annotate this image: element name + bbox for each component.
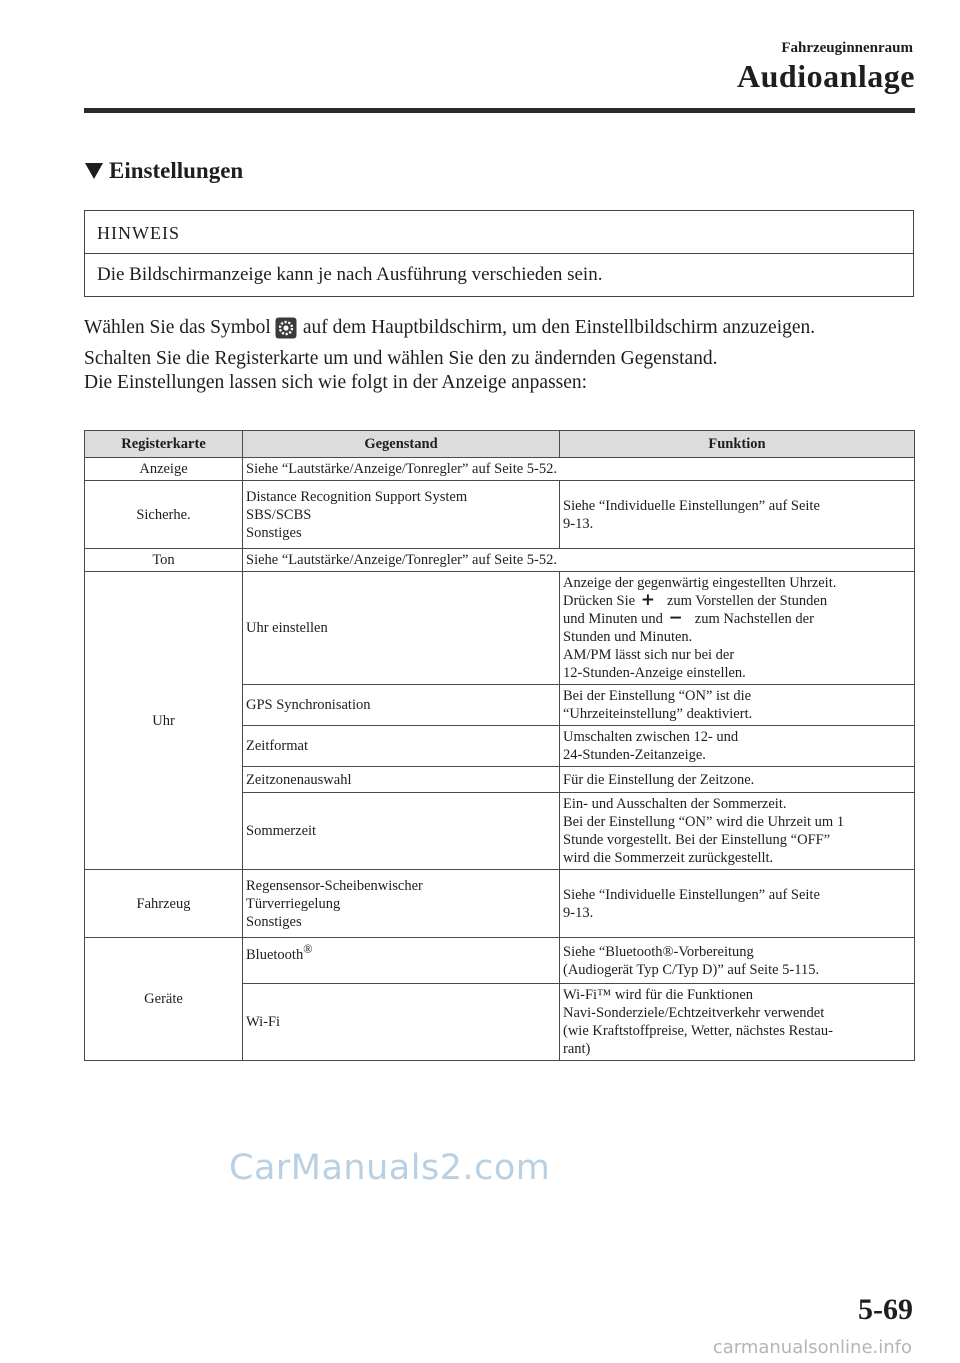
table-row-bluetooth [85, 938, 915, 984]
header-rule [84, 108, 915, 113]
item-zeitformat: Zeitformat [243, 726, 560, 767]
func-text: und Minuten und [563, 611, 663, 627]
intro-line-1 [84, 316, 914, 347]
func-text: Siehe “Individuelle Einstellungen” auf Seite [563, 497, 820, 514]
page-number: 5-69 [858, 1293, 913, 1326]
func-text: Siehe “Bluetooth®-Vorbereitung [563, 943, 754, 960]
func-bluetooth [560, 938, 915, 984]
tab-anzeige: Anzeige [85, 458, 243, 481]
tab-uhr: Uhr [85, 572, 243, 870]
tab-ton: Ton [85, 549, 243, 572]
anzeige-text: Siehe “Lautstärke/Anzeige/Tonregler” auf Seite 5-52. [243, 458, 915, 481]
func-uhr-einstellen [560, 572, 915, 685]
item-uhr-einstellen: Uhr einstellen [243, 572, 560, 685]
table-row-sicherhe [85, 481, 915, 549]
item-wifi: Wi-Fi [243, 984, 560, 1061]
header-funktion: Funktion [560, 431, 915, 458]
tab-sicherhe: Sicherhe. [85, 481, 243, 549]
chapter-label: Fahrzeuginnenraum [781, 40, 913, 56]
func-text [563, 610, 911, 628]
item-text: Distance Recognition Support System [246, 488, 468, 505]
func-text: “Uhrzeiteinstellung” deaktiviert. [563, 706, 753, 722]
func-zeitzone: Für die Einstellung der Zeitzone. [560, 767, 915, 793]
watermark: CarManuals2.com [229, 1148, 551, 1188]
sicherhe-func [560, 481, 915, 549]
func-text [563, 592, 911, 610]
item-text: Türverriegelung [246, 895, 341, 912]
intro-paragraph [84, 316, 914, 396]
registered-mark: ® [303, 942, 313, 956]
func-text: Umschalten zwischen 12- und [563, 729, 739, 745]
item-text: Regensensor-Scheibenwischer [246, 877, 423, 894]
sicherhe-items [243, 481, 560, 549]
plus-icon: + [640, 590, 655, 610]
table-header-row [85, 431, 915, 458]
func-text: Anzeige der gegenwärtig eingestellten Uhrzeit. [563, 575, 837, 591]
func-text: Siehe “Individuelle Einstellungen” auf Seite [563, 886, 820, 903]
func-text: Drücken Sie [563, 593, 636, 609]
header-gegenstand: Gegenstand [243, 431, 560, 458]
item-text: Sonstiges [246, 524, 302, 541]
item-zeitzone: Zeitzonenauswahl [243, 767, 560, 793]
func-text: Bei der Einstellung “ON” wird die Uhrzeit um 1 [563, 814, 845, 830]
func-text: 9-13. [563, 515, 594, 532]
func-wifi [560, 984, 915, 1061]
tab-fahrzeug: Fahrzeug [85, 870, 243, 938]
func-text: Ein- und Ausschalten der Sommerzeit. [563, 796, 787, 812]
footer-site: carmanualsonline.info [712, 1337, 912, 1358]
note-text: Die Bildschirmanzeige kann je nach Ausführung verschieden sein. [97, 264, 603, 285]
note-title: HINWEIS [85, 211, 913, 254]
func-zeitformat [560, 726, 915, 767]
func-sommerzeit [560, 793, 915, 870]
table-row-ton [85, 549, 915, 572]
func-text: rant) [563, 1041, 591, 1057]
item-bluetooth [243, 938, 560, 984]
func-text: Bei der Einstellung “ON” ist die [563, 688, 752, 704]
func-text: 12-Stunden-Anzeige einstellen. [563, 665, 746, 681]
page-title: Audioanlage [737, 58, 915, 94]
func-text: Stunde vorgestellt. Bei der Einstellung “OFF” [563, 832, 831, 848]
func-text: zum Nachstellen der [694, 611, 814, 627]
section-heading [85, 158, 243, 184]
item-text: SBS/SCBS [246, 506, 312, 523]
intro-text-a: Wählen Sie das Symbol [84, 317, 271, 338]
section-title: Einstellungen [109, 158, 244, 183]
note-box [84, 210, 914, 297]
item-gps: GPS Synchronisation [243, 685, 560, 726]
item-sommerzeit: Sommerzeit [243, 793, 560, 870]
intro-line-3: Die Einstellungen lassen sich wie folgt in der Anzeige anpassen: [84, 372, 588, 393]
table-row-fahrzeug [85, 870, 915, 938]
func-text: zum Vorstellen der Stunden [666, 593, 828, 609]
fahrzeug-items [243, 870, 560, 938]
func-text: Navi-Sonderziele/Echtzeitverkehr verwendet [563, 1005, 825, 1021]
func-text: AM/PM lässt sich nur bei der [563, 647, 735, 663]
item-text: Bluetooth [246, 946, 304, 963]
table-row-anzeige [85, 458, 915, 481]
minus-icon: − [668, 608, 683, 628]
intro-text-b: auf dem Hauptbildschirm, um den Einstellbildschirm anzuzeigen. [302, 317, 816, 338]
settings-gear-icon [275, 317, 297, 347]
fahrzeug-func [560, 870, 915, 938]
intro-line-2: Schalten Sie die Registerkarte um und wählen Sie den zu ändernden Gegenstand. [84, 347, 718, 369]
settings-table [84, 430, 915, 1061]
func-gps [560, 685, 915, 726]
func-text: (wie Kraftstoffpreise, Wetter, nächstes Restau- [563, 1023, 833, 1039]
tab-geraete: Geräte [85, 938, 243, 1061]
func-text: Wi-Fi™ wird für die Funktionen [563, 987, 754, 1003]
table-row-uhr-einstellen [85, 572, 915, 685]
func-text: 9-13. [563, 904, 594, 921]
item-text: Sonstiges [246, 913, 302, 930]
func-text: Stunden und Minuten. [563, 629, 693, 645]
func-text: (Audiogerät Typ C/Typ D)” auf Seite 5-115. [563, 961, 820, 978]
func-text: wird die Sommerzeit zurückgestellt. [563, 850, 774, 866]
func-text: 24-Stunden-Zeitanzeige. [563, 747, 706, 763]
header-registerkarte: Registerkarte [85, 431, 243, 458]
triangle-down-icon [85, 163, 103, 179]
ton-text: Siehe “Lautstärke/Anzeige/Tonregler” auf Seite 5-52. [243, 549, 915, 572]
